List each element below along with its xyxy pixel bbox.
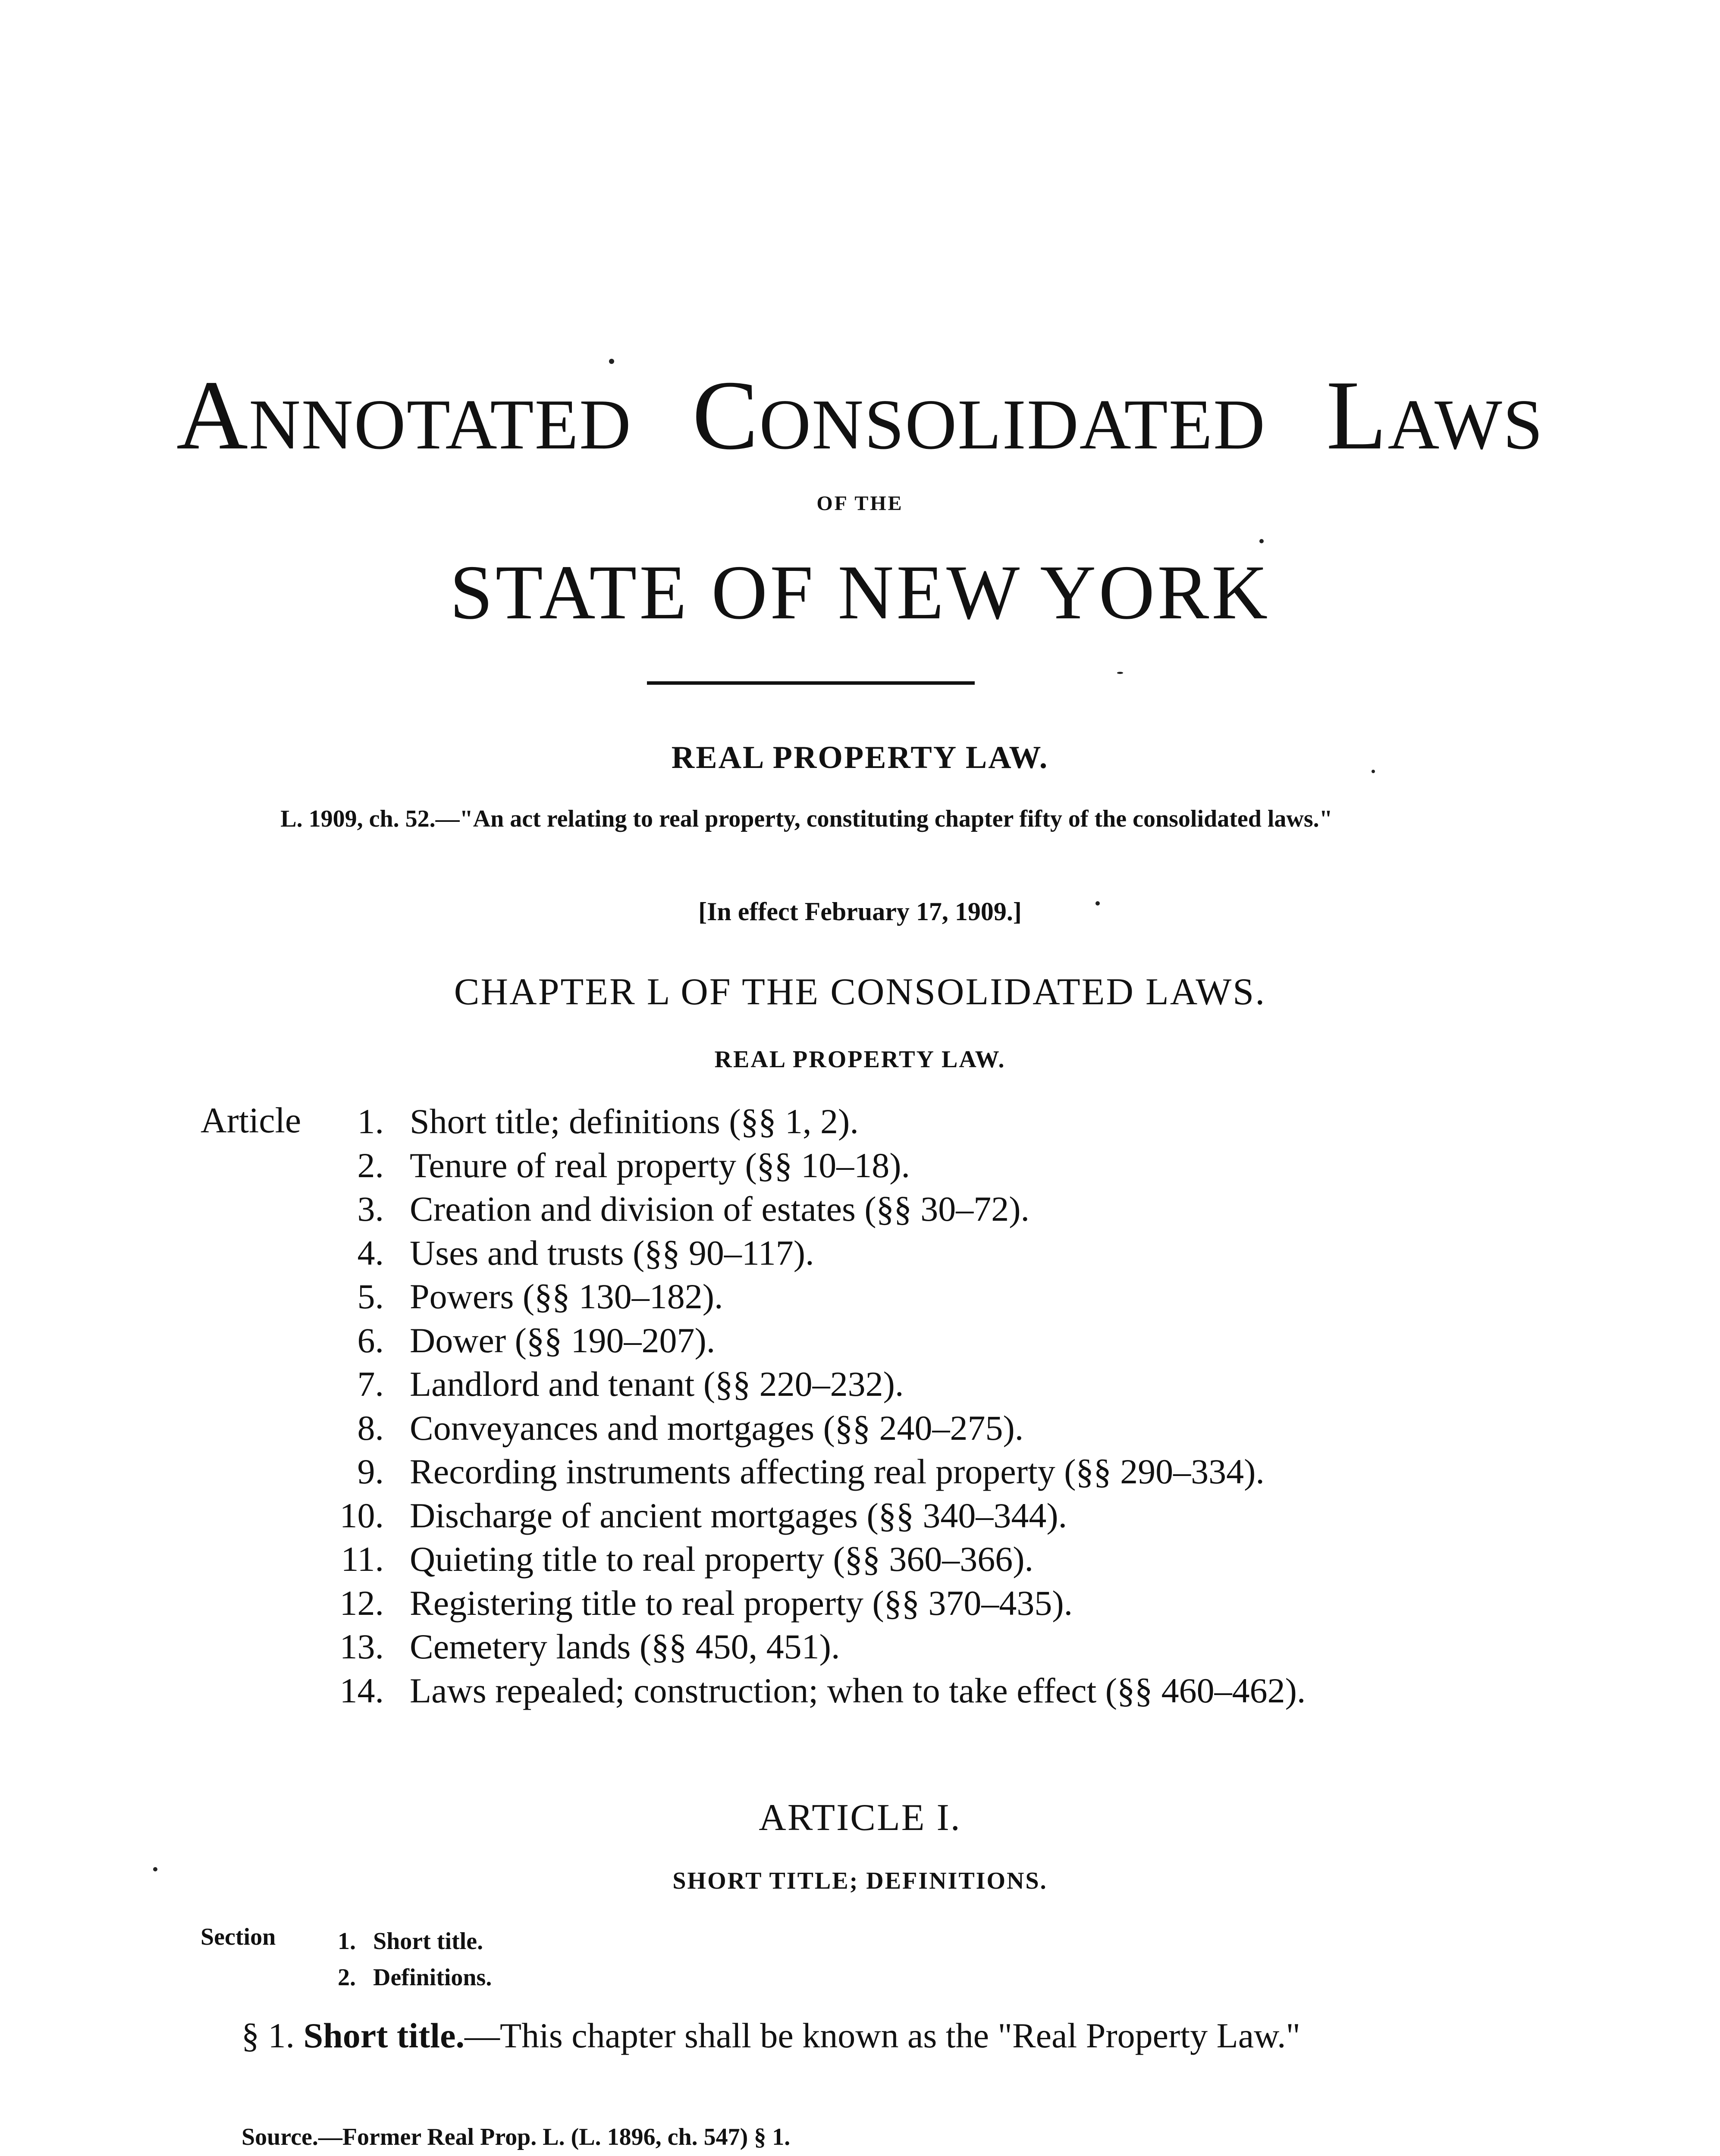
toc-item-number: 3. <box>357 1189 384 1228</box>
toc-item-number: 1. <box>357 1102 384 1141</box>
section-list-label: Section <box>201 1924 276 1950</box>
title-rest: ONSOLIDATED <box>759 385 1266 464</box>
section-list-item <box>326 1923 492 1959</box>
toc-item-number: 4. <box>357 1233 384 1272</box>
scan-speck <box>1259 539 1264 543</box>
toc-item-number: 6. <box>357 1320 384 1360</box>
section-marker: § 1. <box>242 2016 295 2055</box>
toc-item <box>319 1275 1306 1319</box>
title-initial: A <box>176 360 249 470</box>
section-list <box>326 1923 492 1996</box>
toc-item-number: 10. <box>339 1495 384 1535</box>
toc-item <box>319 1537 1306 1581</box>
toc-item-text: Conveyances and mortgages (§§ 240–275). <box>410 1408 1024 1448</box>
section-text: —This chapter shall be known as the "Real Property Law." <box>464 2016 1300 2055</box>
toc-item-text: Uses and trusts (§§ 90–117). <box>410 1233 814 1272</box>
toc-item-text: Creation and division of estates (§§ 30–72). <box>410 1189 1030 1228</box>
toc-item <box>319 1494 1306 1538</box>
book-title <box>0 358 1720 472</box>
toc-item-text: Registering title to real property (§§ 370–435). <box>410 1583 1073 1623</box>
scan-speck <box>609 359 614 364</box>
toc-item-text: Recording instruments affecting real property (§§ 290–334). <box>410 1452 1265 1491</box>
source-label: Source. <box>242 2124 318 2150</box>
toc-item-number: 8. <box>357 1408 384 1448</box>
title-rest: AWS <box>1387 385 1544 464</box>
title-initial: L <box>1326 360 1388 470</box>
article-subheading: SHORT TITLE; DEFINITIONS. <box>672 1868 1048 1894</box>
toc-item <box>319 1450 1306 1494</box>
toc-item <box>319 1231 1306 1275</box>
toc-item <box>319 1319 1306 1363</box>
section-title: Definitions. <box>373 1964 492 1991</box>
title-rule <box>647 681 975 685</box>
section-heading: Short title. <box>303 2016 465 2055</box>
section-list-item <box>326 1959 492 1996</box>
act-citation: L. 1909, ch. 52.—"An act relating to real property, constituting chapter fifty of the consolidated laws." <box>280 805 1333 832</box>
toc-item <box>319 1100 1306 1144</box>
table-of-contents <box>319 1100 1306 1712</box>
toc-label: Article <box>201 1100 301 1141</box>
toc-item <box>319 1669 1306 1713</box>
toc-item <box>319 1362 1306 1406</box>
toc-item-text: Dower (§§ 190–207). <box>410 1320 716 1360</box>
scan-speck <box>1372 770 1375 773</box>
title-word-laws <box>1326 360 1544 470</box>
title-state: STATE OF NEW YORK <box>449 549 1271 635</box>
toc-item-text: Quieting title to real property (§§ 360–366). <box>410 1539 1034 1579</box>
section-number: 2. <box>338 1964 356 1991</box>
toc-item <box>319 1625 1306 1669</box>
toc-item-number: 12. <box>339 1583 384 1623</box>
toc-item-number: 5. <box>357 1277 384 1316</box>
toc-item-text: Powers (§§ 130–182). <box>410 1277 723 1316</box>
toc-item-number: 13. <box>339 1627 384 1666</box>
title-word-annotated <box>176 360 632 470</box>
toc-item-text: Landlord and tenant (§§ 220–232). <box>410 1364 904 1404</box>
title-of-the: OF THE <box>816 492 904 515</box>
toc-item <box>319 1144 1306 1188</box>
toc-item-number: 14. <box>339 1670 384 1710</box>
title-initial: C <box>692 360 760 470</box>
scan-speck <box>1117 672 1123 674</box>
scan-speck <box>1095 901 1100 906</box>
toc-item-number: 11. <box>341 1539 384 1579</box>
toc-item-text: Discharge of ancient mortgages (§§ 340–344). <box>410 1495 1067 1535</box>
toc-item <box>319 1406 1306 1450</box>
toc-item <box>319 1581 1306 1625</box>
article-heading: ARTICLE I. <box>759 1797 961 1839</box>
toc-item-text: Laws repealed; construction; when to take effect (§§ 460–462). <box>410 1670 1306 1710</box>
section-1-paragraph <box>201 2012 1430 2060</box>
toc-item-number: 9. <box>357 1452 384 1491</box>
source-text: —Former Real Prop. L. (L. 1896, ch. 547) § 1. <box>318 2124 791 2150</box>
toc-item-text: Short title; definitions (§§ 1, 2). <box>410 1102 859 1141</box>
toc-item-text: Cemetery lands (§§ 450, 451). <box>410 1627 840 1666</box>
section-number: 1. <box>338 1928 356 1955</box>
toc-item-number: 7. <box>357 1364 384 1404</box>
title-rest: NNOTATED <box>249 385 632 464</box>
section-title: Short title. <box>373 1928 483 1955</box>
law-heading: REAL PROPERTY LAW. <box>671 740 1049 775</box>
source-note <box>201 2119 1430 2155</box>
toc-item-text: Tenure of real property (§§ 10–18). <box>410 1145 910 1185</box>
toc-item-number: 2. <box>357 1145 384 1185</box>
toc-item <box>319 1187 1306 1231</box>
chapter-heading: CHAPTER L OF THE CONSOLIDATED LAWS. <box>454 971 1266 1013</box>
scan-speck <box>153 1867 157 1871</box>
effective-date: [In effect February 17, 1909.] <box>698 897 1022 926</box>
title-word-consolidated <box>692 360 1266 470</box>
chapter-subheading: REAL PROPERTY LAW. <box>714 1046 1006 1073</box>
